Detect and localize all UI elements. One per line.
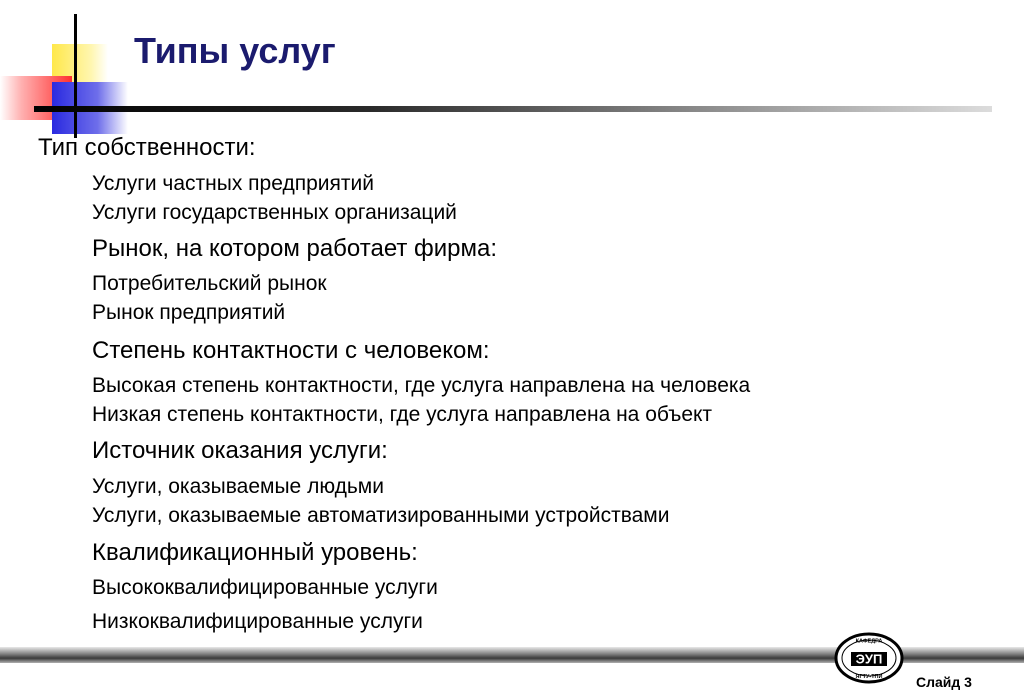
list-item: Высококвалифицированные услуги (92, 576, 438, 599)
category-heading: Степень контактности с человеком: (92, 337, 490, 364)
slide-title: Типы услуг (134, 30, 336, 71)
list-item: Низкоквалифицированные услуги (92, 610, 423, 633)
svg-text:ЯГТУ-ТПИ: ЯГТУ-ТПИ (855, 674, 883, 680)
category-heading: Рынок, на котором работает фирма: (92, 235, 498, 262)
category-heading: Источник оказания услуги: (92, 437, 388, 464)
list-item: Потребительский рынок (92, 272, 327, 295)
slide-number: Слайд 3 (916, 674, 972, 690)
list-item: Низкая степень контактности, где услуга направлена на объект (92, 403, 713, 426)
svg-text:ЭУП: ЭУП (855, 651, 883, 667)
list-item: Высокая степень контактности, где услуга направлена на человека (92, 374, 751, 397)
list-item: Услуги государственных организаций (92, 201, 457, 224)
svg-text:КАФЕДРА: КАФЕДРА (855, 638, 883, 645)
list-item: Услуги, оказываемые людьми (92, 475, 384, 498)
category-heading: Квалификационный уровень: (92, 539, 418, 566)
list-item: Услуги частных предприятий (92, 172, 374, 195)
list-item: Услуги, оказываемые автоматизированными устройствами (92, 504, 670, 527)
department-logo-icon (834, 632, 904, 684)
decorative-vertical-line (74, 14, 77, 138)
title-underline (34, 106, 992, 112)
list-item: Рынок предприятий (92, 301, 286, 324)
section-heading: Тип собственности: (38, 134, 256, 161)
